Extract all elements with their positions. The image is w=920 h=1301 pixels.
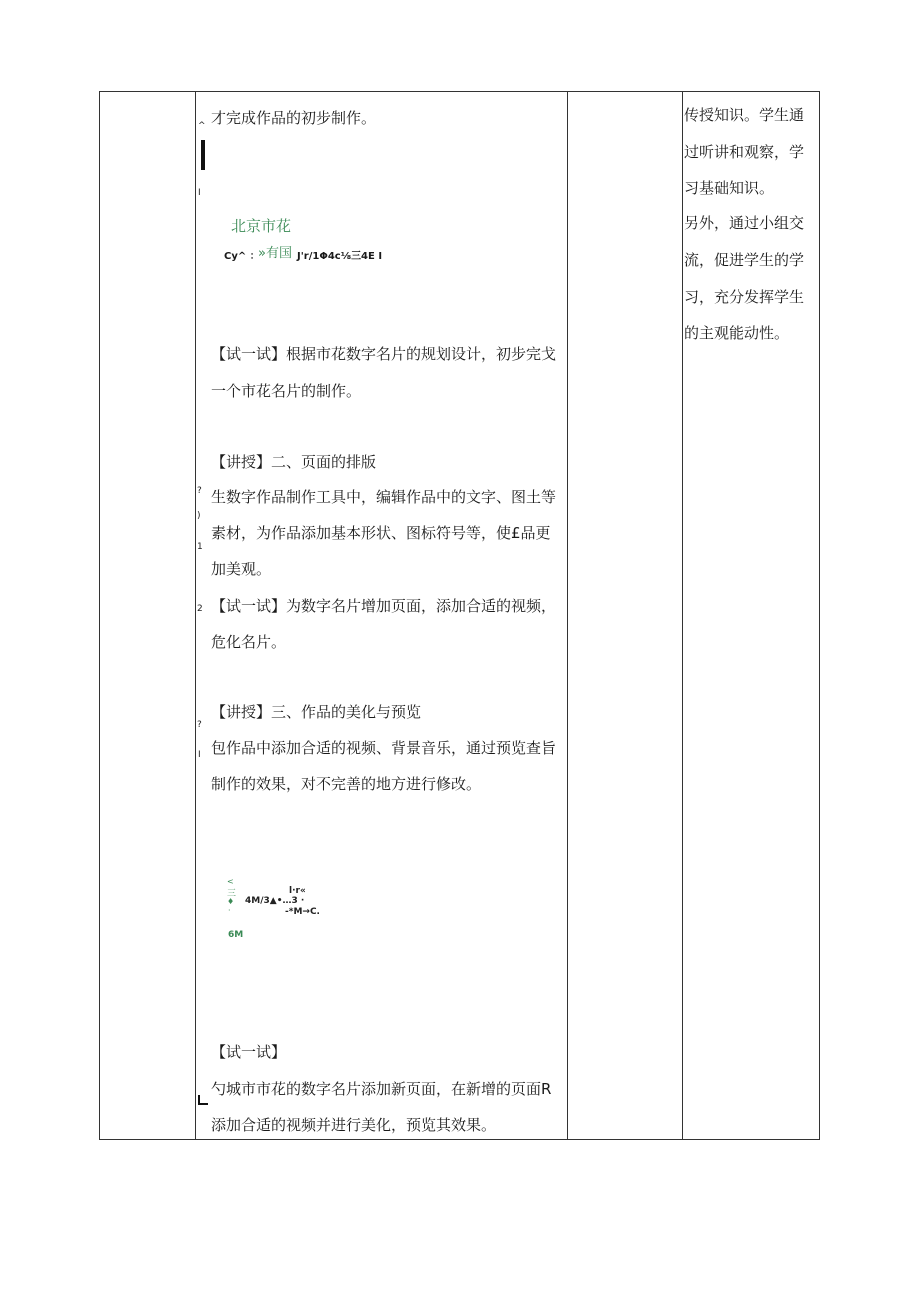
paragraph-line: 生数字作品制作工具中，编辑作品中的文字、图土等: [211, 488, 557, 506]
try-heading: 【试一试】根据市花数字名片的规划设计，初步完戈: [211, 345, 557, 363]
column-divider: [195, 91, 196, 1140]
margin-mark: ?: [197, 486, 202, 496]
paragraph-line: 添加合适的视频并进行美化，预览其效果。: [211, 1116, 497, 1134]
paragraph-line: 勺城市市花的数字名片添加新页面，在新增的页面R: [211, 1080, 552, 1098]
paragraph-line: 加美观。: [211, 560, 272, 578]
image-title: 北京市花: [231, 217, 292, 235]
margin-mark: I: [198, 188, 201, 198]
margin-mark: ): [197, 511, 201, 521]
image-glyph: ♦: [227, 897, 235, 906]
margin-mark: 2: [197, 604, 203, 614]
paragraph-line: 素材，为作品添加基本形状、图标符号等，使£品更: [211, 524, 551, 542]
image-glyph: 三: [227, 889, 237, 899]
design-intent-line: 传授知识。学生通: [684, 106, 805, 124]
image-caption: J'r/1Φ4c⅛三4E I: [297, 251, 383, 262]
design-intent-line: 另外，通过小组交: [684, 214, 805, 232]
margin-mark: ?: [197, 720, 202, 730]
margin-mark-box: [198, 1095, 208, 1105]
intro-text: 才完成作品的初步制作。: [211, 109, 377, 127]
section-heading: 【讲授】三、作品的美化与预览: [211, 703, 422, 721]
design-intent-line: 的主观能动性。: [684, 324, 790, 342]
section-heading: 【讲授】二、页面的排版: [211, 453, 377, 471]
image-text: 4M/3▲•…3 ·: [245, 896, 305, 906]
image-caption: »有国: [258, 246, 292, 261]
image-text: l·r«: [289, 886, 306, 896]
lesson-table: [99, 91, 820, 1140]
try-heading: 【试一试】: [211, 1043, 287, 1061]
margin-mark-bar: [201, 140, 205, 170]
paragraph-line: 一个市花名片的制作。: [211, 382, 362, 400]
margin-mark: ^: [198, 121, 206, 131]
image-caption: Cy^ ：: [224, 251, 260, 262]
image-text: 6M: [228, 930, 244, 940]
paragraph-line: 危化名片。: [211, 633, 287, 651]
paragraph-line: 制作的效果，对不完善的地方进行修改。: [211, 775, 482, 793]
design-intent-line: 习，充分发挥学生: [684, 288, 805, 306]
try-heading: 【试一试】为数字名片增加页面，添加合适的视频，: [211, 597, 557, 615]
image-glyph: <: [227, 877, 234, 886]
margin-mark: 1: [197, 542, 203, 552]
margin-mark: I: [198, 750, 201, 760]
paragraph-line: 包作品中添加合适的视频、背景音乐，通过预览查旨: [211, 739, 557, 757]
design-intent-line: 流，促进学生的学: [684, 251, 805, 269]
column-divider: [567, 91, 568, 1140]
image-text: -*M→C.: [285, 907, 320, 917]
image-glyph: ·: [228, 906, 231, 915]
column-divider: [682, 91, 683, 1140]
design-intent-line: 习基础知识。: [684, 179, 775, 197]
design-intent-line: 过听讲和观察，学: [684, 143, 805, 161]
